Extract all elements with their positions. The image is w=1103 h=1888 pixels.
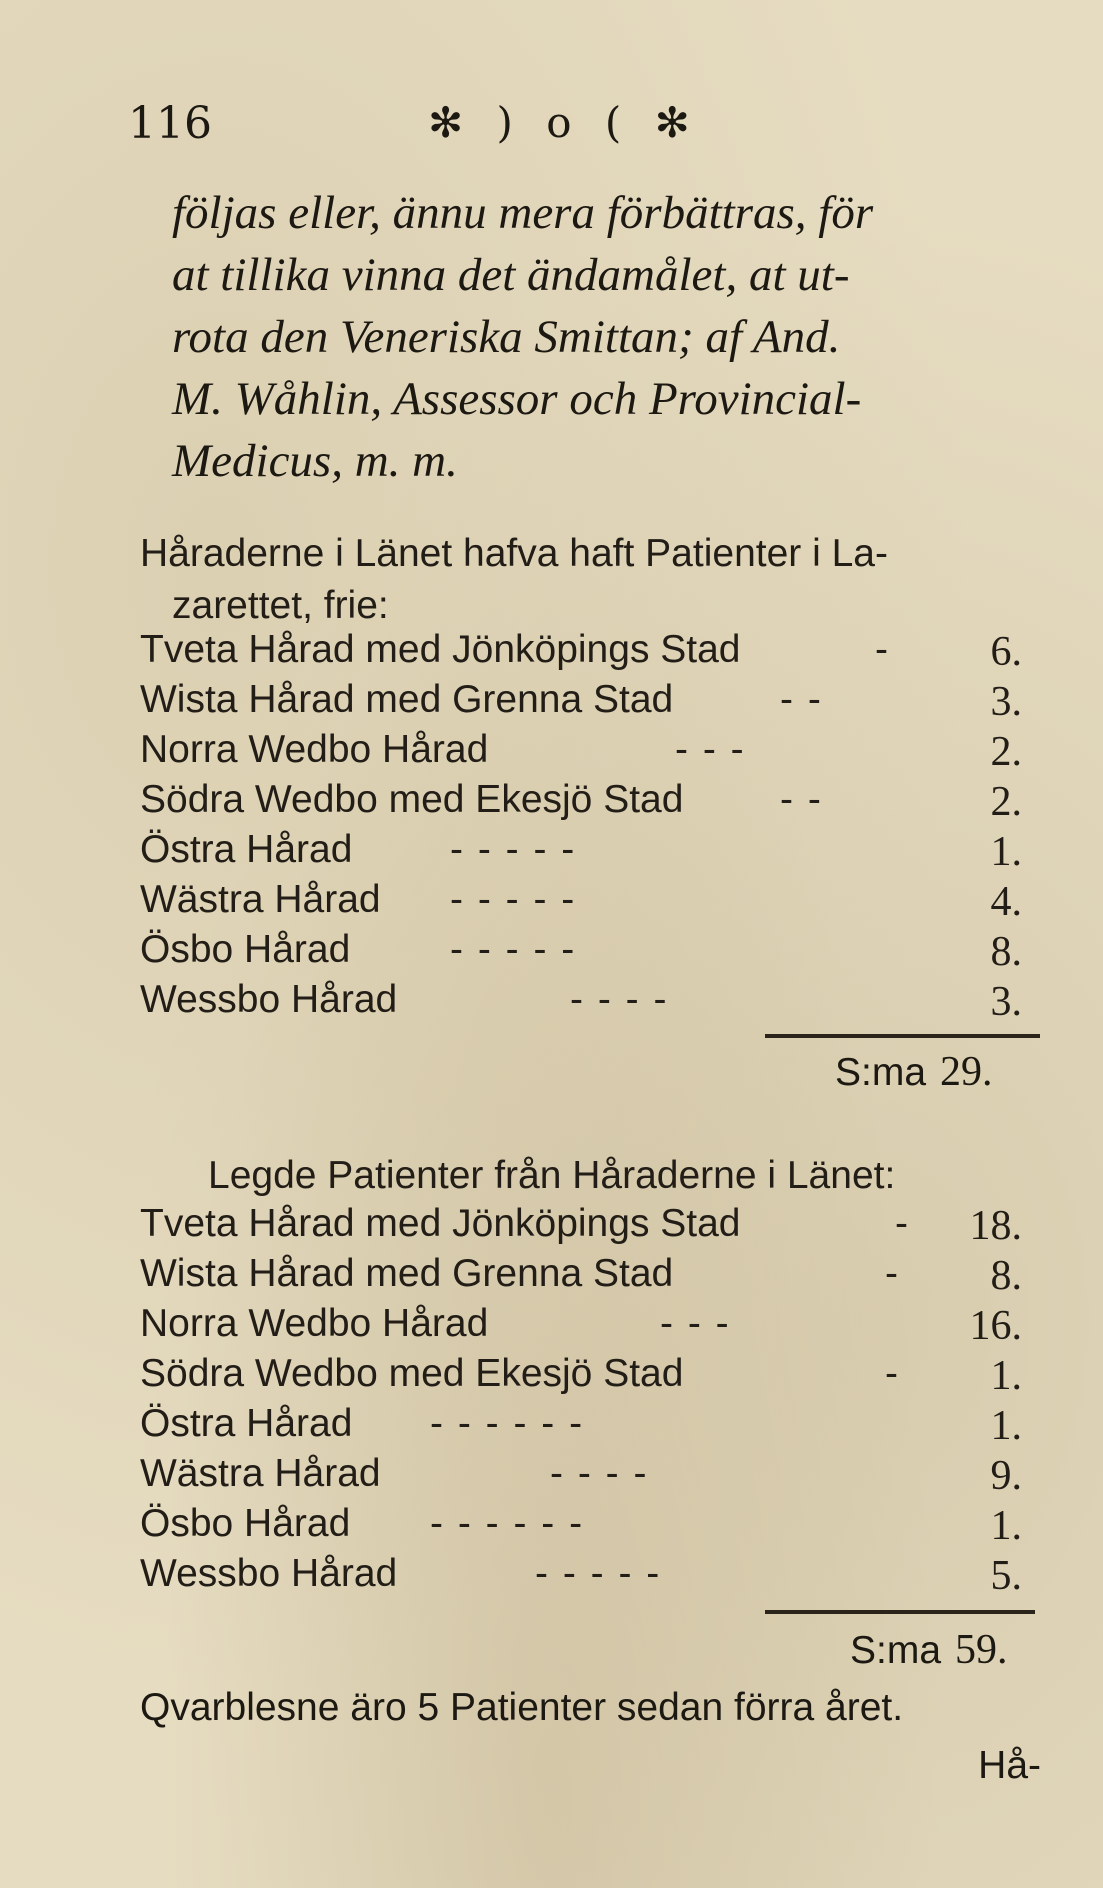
leader-dashes: - - xyxy=(780,778,823,821)
district-name: Tveta Hårad med Jönköpings Stad xyxy=(140,628,741,671)
table-row xyxy=(140,728,1040,778)
table-row xyxy=(140,1452,1040,1502)
district-name: Ösbo Hårad xyxy=(140,928,351,971)
table-row xyxy=(140,1502,1040,1552)
sum-value: 59. xyxy=(955,1627,1008,1673)
page-header xyxy=(128,98,978,158)
patient-count: 4. xyxy=(990,879,1022,925)
district-name: Södra Wedbo med Ekesjö Stad xyxy=(140,1352,684,1395)
district-name: Wessbo Hårad xyxy=(140,978,398,1021)
intro-line: M. Wåhlin, Assessor och Provincial- xyxy=(172,373,862,425)
page-number: 116 xyxy=(128,98,212,149)
district-name: Östra Hårad xyxy=(140,1402,353,1445)
table-row xyxy=(140,628,1040,678)
table-row xyxy=(140,1252,1040,1302)
intro-line: at tillika vinna det ändamålet, at ut- xyxy=(172,249,850,301)
patient-count: 2. xyxy=(990,729,1022,775)
patient-count: 16. xyxy=(969,1303,1022,1349)
sum-rule xyxy=(765,1610,1035,1614)
table-row xyxy=(140,928,1040,978)
district-name: Wista Hårad med Grenna Stad xyxy=(140,1252,674,1295)
leader-dashes: - - - xyxy=(675,728,746,771)
district-name: Wista Hårad med Grenna Stad xyxy=(140,678,674,721)
section1-heading-cont: zarettet, frie: xyxy=(172,584,389,627)
sum-label: S:ma xyxy=(835,1051,927,1094)
patient-count: 1. xyxy=(990,1403,1022,1449)
district-name: Wessbo Hårad xyxy=(140,1552,398,1595)
leader-dashes: - xyxy=(895,1202,910,1245)
leader-dashes: - - - - - xyxy=(535,1552,662,1595)
table-row xyxy=(140,678,1040,728)
leader-dashes: - - - - - - xyxy=(430,1402,585,1445)
leader-dashes: - - - - - xyxy=(450,928,577,971)
closing-line: Qvarblesne äro 5 Patienter sedan förra året. xyxy=(140,1686,904,1729)
patient-count: 8. xyxy=(990,929,1022,975)
leader-dashes: - - - xyxy=(660,1302,731,1345)
patient-count: 3. xyxy=(990,979,1022,1025)
table-row xyxy=(140,1202,1040,1252)
district-name: Wästra Hårad xyxy=(140,1452,381,1495)
district-name: Ösbo Hårad xyxy=(140,1502,351,1545)
table-row xyxy=(140,978,1040,1028)
header-ornament: ✻ ) o ( ✻ xyxy=(428,98,700,147)
table-row xyxy=(140,1552,1040,1602)
table-row xyxy=(140,1302,1040,1352)
leader-dashes: - - - - xyxy=(570,978,669,1021)
patient-count: 6. xyxy=(990,629,1022,675)
table-row xyxy=(140,828,1040,878)
district-name: Norra Wedbo Hårad xyxy=(140,1302,489,1345)
patient-count: 9. xyxy=(990,1453,1022,1499)
intro-line: följas eller, ännu mera förbättras, för xyxy=(172,187,874,239)
leader-dashes: - xyxy=(875,628,890,671)
sum-rule xyxy=(765,1034,1040,1038)
patient-count: 8. xyxy=(990,1253,1022,1299)
intro-line: Medicus, m. m. xyxy=(172,435,458,487)
patient-count: 5. xyxy=(990,1553,1022,1599)
sum-value: 29. xyxy=(940,1049,993,1095)
sum-line xyxy=(835,1048,993,1096)
patient-count: 3. xyxy=(990,679,1022,725)
catchword: Hå- xyxy=(978,1744,1041,1787)
table-row xyxy=(140,1402,1040,1452)
district-name: Norra Wedbo Hårad xyxy=(140,728,489,771)
patient-count: 1. xyxy=(990,1503,1022,1549)
intro-line: rota den Veneriska Smittan; af And. xyxy=(172,311,841,363)
table-row xyxy=(140,1352,1040,1402)
leader-dashes: - - - - - - xyxy=(430,1502,585,1545)
leader-dashes: - xyxy=(885,1352,900,1395)
patient-count: 18. xyxy=(969,1203,1022,1249)
leader-dashes: - - - - - xyxy=(450,878,577,921)
district-name: Östra Hårad xyxy=(140,828,353,871)
district-name: Wästra Hårad xyxy=(140,878,381,921)
leader-dashes: - - - - - xyxy=(450,828,577,871)
leader-dashes: - - xyxy=(780,678,823,721)
sum-label: S:ma xyxy=(850,1629,942,1672)
sum-line xyxy=(850,1626,1008,1674)
section1-heading: Håraderne i Länet hafva haft Patienter i La- xyxy=(140,532,888,575)
leader-dashes: - - - - xyxy=(550,1452,649,1495)
patient-count: 2. xyxy=(990,779,1022,825)
leader-dashes: - xyxy=(885,1252,900,1295)
table-row xyxy=(140,878,1040,928)
district-name: Tveta Hårad med Jönköpings Stad xyxy=(140,1202,741,1245)
district-name: Södra Wedbo med Ekesjö Stad xyxy=(140,778,684,821)
patient-count: 1. xyxy=(990,1353,1022,1399)
intro-paragraph xyxy=(172,182,1052,492)
section2-heading: Legde Patienter från Håraderne i Länet: xyxy=(208,1154,896,1197)
patient-count: 1. xyxy=(990,829,1022,875)
table-row xyxy=(140,778,1040,828)
